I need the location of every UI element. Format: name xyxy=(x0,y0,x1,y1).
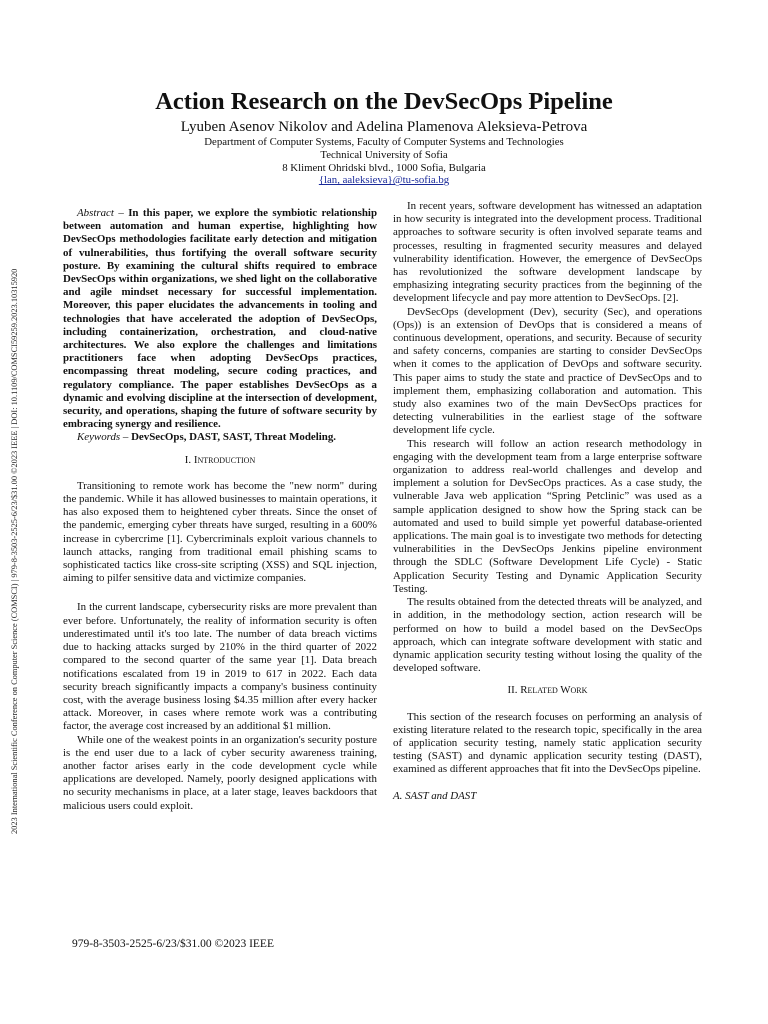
abstract-text: In this paper, we explore the symbiotic relationship between automation and human expertise, highlighting how DevSecOps methodologies facilitate early detection and mitigation of vulnerabilities, thus fortifying the overall software security posture. By examining the cultural shifts required to embrace DevSecOps within organizations, we shed light on the collaborative and agile mindset necessary for successful implementation. Moreover, this paper elucidates the advancements in tooling and technologies that have accelerated the adoption of DevSecOps, including containerization, orchestration, and cloud-native architectures. We also explore the challenges and limitations practitioners face when adopting DevSecOps practices, encompassing threat modeling, secure coding practices, and regulatory compliance. The paper establishes DevSecOps as a dynamic and evolving discipline at the intersection of development, security, and operations, shaping the future of software security by embracing synergy and resilience. xyxy=(63,207,377,431)
section-title: Related Work xyxy=(520,684,588,697)
paper-authors: Lyuben Asenov Nikolov and Adelina Plamenova Aleksieva-Petrova xyxy=(180,119,588,135)
keywords-dash: – xyxy=(120,431,132,444)
page-footer-copyright: 979-8-3503-2525-6/23/$31.00 ©2023 IEEE xyxy=(72,938,274,950)
intro-paragraph-1: Transitioning to remote work has become the "new norm" during the pandemic. While it has allowed businesses to maintain operations, it has also exposed them to heightened cyber threats. Since the onset of the pandemic, emerging cyber threats have surged, resulting in a 600% increase in cybercrime [1]. Cybercriminals exploit various channels to launch attacks, ranging from traditional email phishing scams to sophisticated tactics like cross-site scripting (XSS) and SQL injection, aiming to pilfer sensitive data and victimize companies. xyxy=(63,479,377,585)
right-column xyxy=(393,200,702,803)
intro-paragraph-7: The results obtained from the detected threats will be analyzed, and in addition, in the methodology section, action research will be performed on how to build a model based on the DevSecOps approach, which can integrate software development with static and dynamic application security testing without losing the quality of the developed software. xyxy=(393,596,702,675)
abstract xyxy=(63,207,377,431)
affiliation-line-department: Department of Computer Systems, Faculty of Computer Systems and Technologies xyxy=(204,136,564,148)
section-title: Introduction xyxy=(193,453,256,466)
doi-side-note xyxy=(8,184,22,834)
subsection-heading-sast-dast: A. SAST and DAST xyxy=(393,789,477,802)
affiliation-line-university: Technical University of Sofia xyxy=(320,148,448,161)
keywords-text: DevSecOps, DAST, SAST, Threat Modeling. xyxy=(131,431,336,444)
keywords xyxy=(63,431,377,444)
section-heading-introduction xyxy=(63,454,377,467)
intro-paragraph-3: While one of the weakest points in an organization's security posture is the end user due to a lack of cyber security awareness training, another factor arises early in the code development cycle while applications are developed. Namely, poorly designed applications with no security mechanisms in place, at a later stage, leaves backdoors that malicious users could exploit. xyxy=(63,733,377,812)
left-column xyxy=(63,207,377,813)
section-number: I. xyxy=(184,453,194,466)
intro-paragraph-4: In recent years, software development has witnessed an adaptation in how security is integrated into the development process. Traditional approaches to software security is often involved separate teams and processes, resulting in fragmented security measures and delayed vulnerability identification. However, the emergence of DevSecOps has revolutionized the software development landscape by emphasizing integrating security practices from the beginning of the development lifecycle and pay more attention to DevSecOps. [2]. xyxy=(393,200,702,305)
abstract-dash: – xyxy=(113,207,129,219)
author-affiliation xyxy=(0,136,768,187)
intro-paragraph-6: This research will follow an action research methodology in engaging with the development team from a large enterprise software organization to address real-world challenges and develop and implement a solution for DevSecOps practices. As a case study, the vulnerable Java web application “Spring Petclinic” was used as a sample application designed to show how the Spring stack can be automated and used to build simple yet powerful database-oriented applications. The main goal is to investigate two methods for detecting vulnerabilities in the DevSecOps Jenkins pipeline environment through the SDLC (Software Development Life Cycle) - Static Application Security Testing and Dynamic Application Security Testing. xyxy=(393,437,702,595)
author-email-link[interactable]: {lan, aaleksieva}@tu-sofia.bg xyxy=(318,174,450,187)
keywords-label: Keywords xyxy=(77,431,121,444)
doi-side-note-text: 2023 International Scientific Conference on Computer Science (COMSCI) | 979-8-3503-2525-6/23/$31.00 ©2023 IEEE | DOI: 10.1109/COMSCI59259.2023.10315920 xyxy=(10,268,19,834)
section-heading-related-work xyxy=(393,684,702,697)
intro-paragraph-2: In the current landscape, cybersecurity risks are more prevalent than ever before. Unfortunately, the reality of information security is often underestimated until it's too late. The number of data breach victims due to hacking attacks surged by 210% in the third quarter of 2022 compared to the second quarter of the same year [1]. Data breach notifications escalated from 19 in 2019 to 617 in 2022. Each data security breach significantly impacts a company's business continuity cost, with the average business losing $4.35 million after every hacker attack. Moreover, in cases where remote work was a contributing factor, the average cost increased by an additional $1 million. xyxy=(63,601,377,733)
section-number: II. xyxy=(507,684,521,697)
affiliation-line-address: 8 Kliment Ohridski blvd., 1000 Sofia, Bulgaria xyxy=(282,161,486,174)
related-work-paragraph: This section of the research focuses on performing an analysis of existing literature related to the research topic, specifically in the area of application security testing, namely static application security testing (SAST) and dynamic application security testing (DAST), examined as different approaches that fit into the DevSecOps pipeline. xyxy=(393,710,702,776)
intro-paragraph-5: DevSecOps (development (Dev), security (Sec), and operations (Ops)) is an extension of DevOps that is considered a means of continuous development, operations, and security. Because of security and safety concerns, companies are starting to consider DevSecOps when it comes to the application of DevOps and software security. This paper aims to study the state and practice of DevSecOps and to implement them, emphasizing collaboration and automation. This study also examines two of the main DevSecOps practices for detecting vulnerabilities in the earliest stage of the software development life cycle. xyxy=(393,305,702,437)
abstract-label: Abstract xyxy=(77,207,114,219)
paper-title: Action Research on the DevSecOps Pipeline xyxy=(155,88,613,115)
